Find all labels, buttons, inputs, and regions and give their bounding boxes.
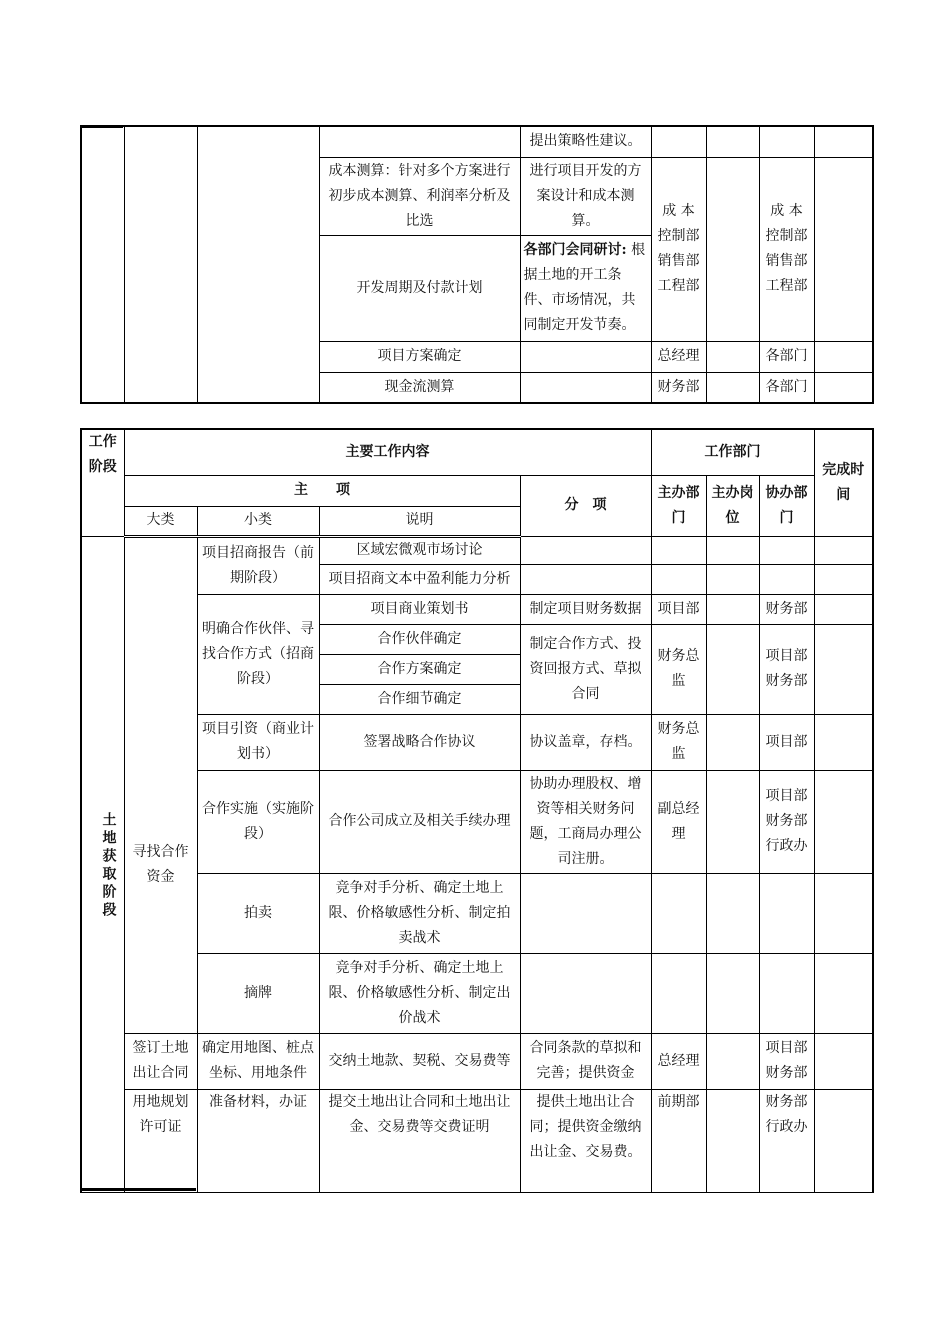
description-cell: 竞争对手分析、确定土地上限、价格敏感性分析、制定拍卖战术 xyxy=(319,873,520,953)
main-item-cell: 成本测算：针对多个方案进行初步成本测算、利润率分析及比选 xyxy=(319,157,520,235)
subcategory-cell: 确定用地图、桩点坐标、用地条件 xyxy=(197,1033,319,1089)
assist-dept-cell xyxy=(759,564,814,594)
header-description: 说明 xyxy=(319,506,520,536)
finish-time-cell xyxy=(814,126,873,157)
main-item-cell: 开发周期及付款计划 xyxy=(319,235,520,341)
land-acquisition-table xyxy=(80,428,874,1193)
header-subcategory: 小类 xyxy=(197,506,319,536)
host-post-cell xyxy=(706,624,759,714)
sub-item-cell: 进行项目开发的方案设计和成本测算。 xyxy=(520,157,651,235)
description-cell: 项目招商文本中盈利能力分析 xyxy=(319,564,520,594)
category-land-contract: 签订土地出让合同 xyxy=(124,1033,197,1089)
header-host-post: 主办岗位 xyxy=(706,475,759,536)
header-dept: 工作部门 xyxy=(651,429,814,475)
subcategory-cell: 准备材料，办证 xyxy=(197,1089,319,1192)
main-item-cell: 项目方案确定 xyxy=(319,341,520,372)
host-dept-cell: 成 本 控制部 销售部 工程部 xyxy=(651,157,706,341)
header-assist-dept: 协办部门 xyxy=(759,475,814,536)
sub-item-cell xyxy=(520,341,651,372)
header-stage: 工作阶段 xyxy=(81,429,124,536)
description-cell: 提交土地出让合同和土地出让金、交易费等交费证明 xyxy=(319,1089,520,1192)
finish-time-cell xyxy=(814,624,873,714)
assist-dept-cell: 各部门 xyxy=(759,341,814,372)
host-dept-cell xyxy=(651,873,706,953)
host-post-cell xyxy=(706,1089,759,1192)
subcategory-cell: 合作实施（实施阶段） xyxy=(197,770,319,873)
main-item-cell xyxy=(319,126,520,157)
description-cell: 合作伙伴确定 xyxy=(319,624,520,654)
host-dept-cell xyxy=(651,126,706,157)
description-cell: 签署战略合作协议 xyxy=(319,714,520,770)
description-cell: 竞争对手分析、确定土地上限、价格敏感性分析、制定出价战术 xyxy=(319,953,520,1033)
top-rule xyxy=(80,125,123,128)
header-sub-item: 分 项 xyxy=(520,475,651,536)
stage-land-acquisition: 土地获取阶段 xyxy=(81,536,124,1192)
header-finish-time: 完成时间 xyxy=(814,429,873,536)
assist-dept-cell: 各部门 xyxy=(759,372,814,403)
sub-item-cell: 协议盖章，存档。 xyxy=(520,714,651,770)
description-cell: 合作方案确定 xyxy=(319,654,520,684)
subcategory-cell xyxy=(197,126,319,403)
host-post-cell xyxy=(706,873,759,953)
sub-item-bold-label: 各部门会同研讨 xyxy=(523,242,622,258)
host-dept-cell xyxy=(651,564,706,594)
category-cell xyxy=(124,126,197,403)
finish-time-cell xyxy=(814,372,873,403)
sub-item-cell xyxy=(520,953,651,1033)
sub-item-cell: 提出策略性建议。 xyxy=(520,126,651,157)
sub-item-cell xyxy=(520,536,651,564)
host-dept-cell: 总经理 xyxy=(651,341,706,372)
finish-time-cell xyxy=(814,341,873,372)
sub-item-cell: 提供土地出让合同；提供资金缴纳出让金、交易费。 xyxy=(520,1089,651,1192)
finish-time-cell xyxy=(814,536,873,564)
assist-dept-cell xyxy=(759,536,814,564)
subcategory-cell: 项目招商报告（前期阶段） xyxy=(197,536,319,594)
main-item-cell: 现金流测算 xyxy=(319,372,520,403)
sub-item-cell xyxy=(520,873,651,953)
host-dept-cell: 副总经理 xyxy=(651,770,706,873)
sub-item-cell: 各部门会同研讨: 根据土地的开工条件、市场情况，共同制定开发节奏。 xyxy=(520,235,651,341)
description-cell: 区域宏微观市场讨论 xyxy=(319,536,520,564)
description-cell: 合作公司成立及相关手续办理 xyxy=(319,770,520,873)
host-dept-cell xyxy=(651,536,706,564)
finish-time-cell xyxy=(814,1033,873,1089)
finish-time-cell xyxy=(814,714,873,770)
subcategory-cell: 拍卖 xyxy=(197,873,319,953)
host-dept-cell: 前期部 xyxy=(651,1089,706,1192)
continuation-table xyxy=(80,125,874,404)
host-post-cell xyxy=(706,1033,759,1089)
sub-item-cell: 合同条款的草拟和完善；提供资金 xyxy=(520,1033,651,1089)
host-dept-cell: 财务总监 xyxy=(651,714,706,770)
host-post-cell xyxy=(706,594,759,624)
finish-time-cell xyxy=(814,770,873,873)
host-post-cell xyxy=(706,372,759,403)
description-cell: 项目商业策划书 xyxy=(319,594,520,624)
finish-time-cell xyxy=(814,1089,873,1192)
assist-dept-cell: 项目部 xyxy=(759,714,814,770)
subcategory-cell: 明确合作伙伴、寻找合作方式（招商阶段） xyxy=(197,594,319,714)
host-dept-cell xyxy=(651,953,706,1033)
header-main-item: 主 项 xyxy=(124,475,520,506)
host-dept-cell: 财务部 xyxy=(651,372,706,403)
assist-dept-cell: 财务部行政办 xyxy=(759,1089,814,1192)
host-post-cell xyxy=(706,126,759,157)
finish-time-cell xyxy=(814,594,873,624)
bottom-rule xyxy=(80,1188,196,1191)
finish-time-cell xyxy=(814,953,873,1033)
host-dept-cell: 项目部 xyxy=(651,594,706,624)
finish-time-cell xyxy=(814,873,873,953)
header-host-dept: 主办部门 xyxy=(651,475,706,536)
host-post-cell xyxy=(706,770,759,873)
header-main-content: 主要工作内容 xyxy=(124,429,651,475)
category-find-funds: 寻找合作资金 xyxy=(124,536,197,1033)
assist-dept-cell xyxy=(759,873,814,953)
description-cell: 合作细节确定 xyxy=(319,684,520,714)
description-cell: 交纳土地款、契税、交易费等 xyxy=(319,1033,520,1089)
host-post-cell xyxy=(706,714,759,770)
sub-item-cell: 制定项目财务数据 xyxy=(520,594,651,624)
sub-item-cell: 制定合作方式、投资回报方式、草拟合同 xyxy=(520,624,651,714)
sub-item-cell: 协助办理股权、增资等相关财务问题，工商局办理公司注册。 xyxy=(520,770,651,873)
assist-dept-cell: 项目部财务部 xyxy=(759,1033,814,1089)
host-post-cell xyxy=(706,564,759,594)
host-post-cell xyxy=(706,341,759,372)
sub-item-cell xyxy=(520,564,651,594)
assist-dept-cell: 财务部 xyxy=(759,594,814,624)
host-post-cell xyxy=(706,157,759,341)
assist-dept-cell: 项目部财务部 xyxy=(759,624,814,714)
subcategory-cell: 摘牌 xyxy=(197,953,319,1033)
category-land-use-permit: 用地规划许可证 xyxy=(124,1089,197,1192)
stage-cell xyxy=(81,126,124,403)
subcategory-cell: 项目引资（商业计划书） xyxy=(197,714,319,770)
header-category: 大类 xyxy=(124,506,197,536)
finish-time-cell xyxy=(814,157,873,341)
assist-dept-cell: 项目部财务部行政办 xyxy=(759,770,814,873)
host-dept-cell: 财务总监 xyxy=(651,624,706,714)
assist-dept-cell: 成 本 控制部 销售部 工程部 xyxy=(759,157,814,341)
host-dept-cell: 总经理 xyxy=(651,1033,706,1089)
assist-dept-cell xyxy=(759,953,814,1033)
finish-time-cell xyxy=(814,564,873,594)
sub-item-cell xyxy=(520,372,651,403)
assist-dept-cell xyxy=(759,126,814,157)
host-post-cell xyxy=(706,953,759,1033)
host-post-cell xyxy=(706,536,759,564)
sub-item-text: 根据土地的开工条件、市场情况，共同制定开发节奏。 xyxy=(523,242,646,333)
